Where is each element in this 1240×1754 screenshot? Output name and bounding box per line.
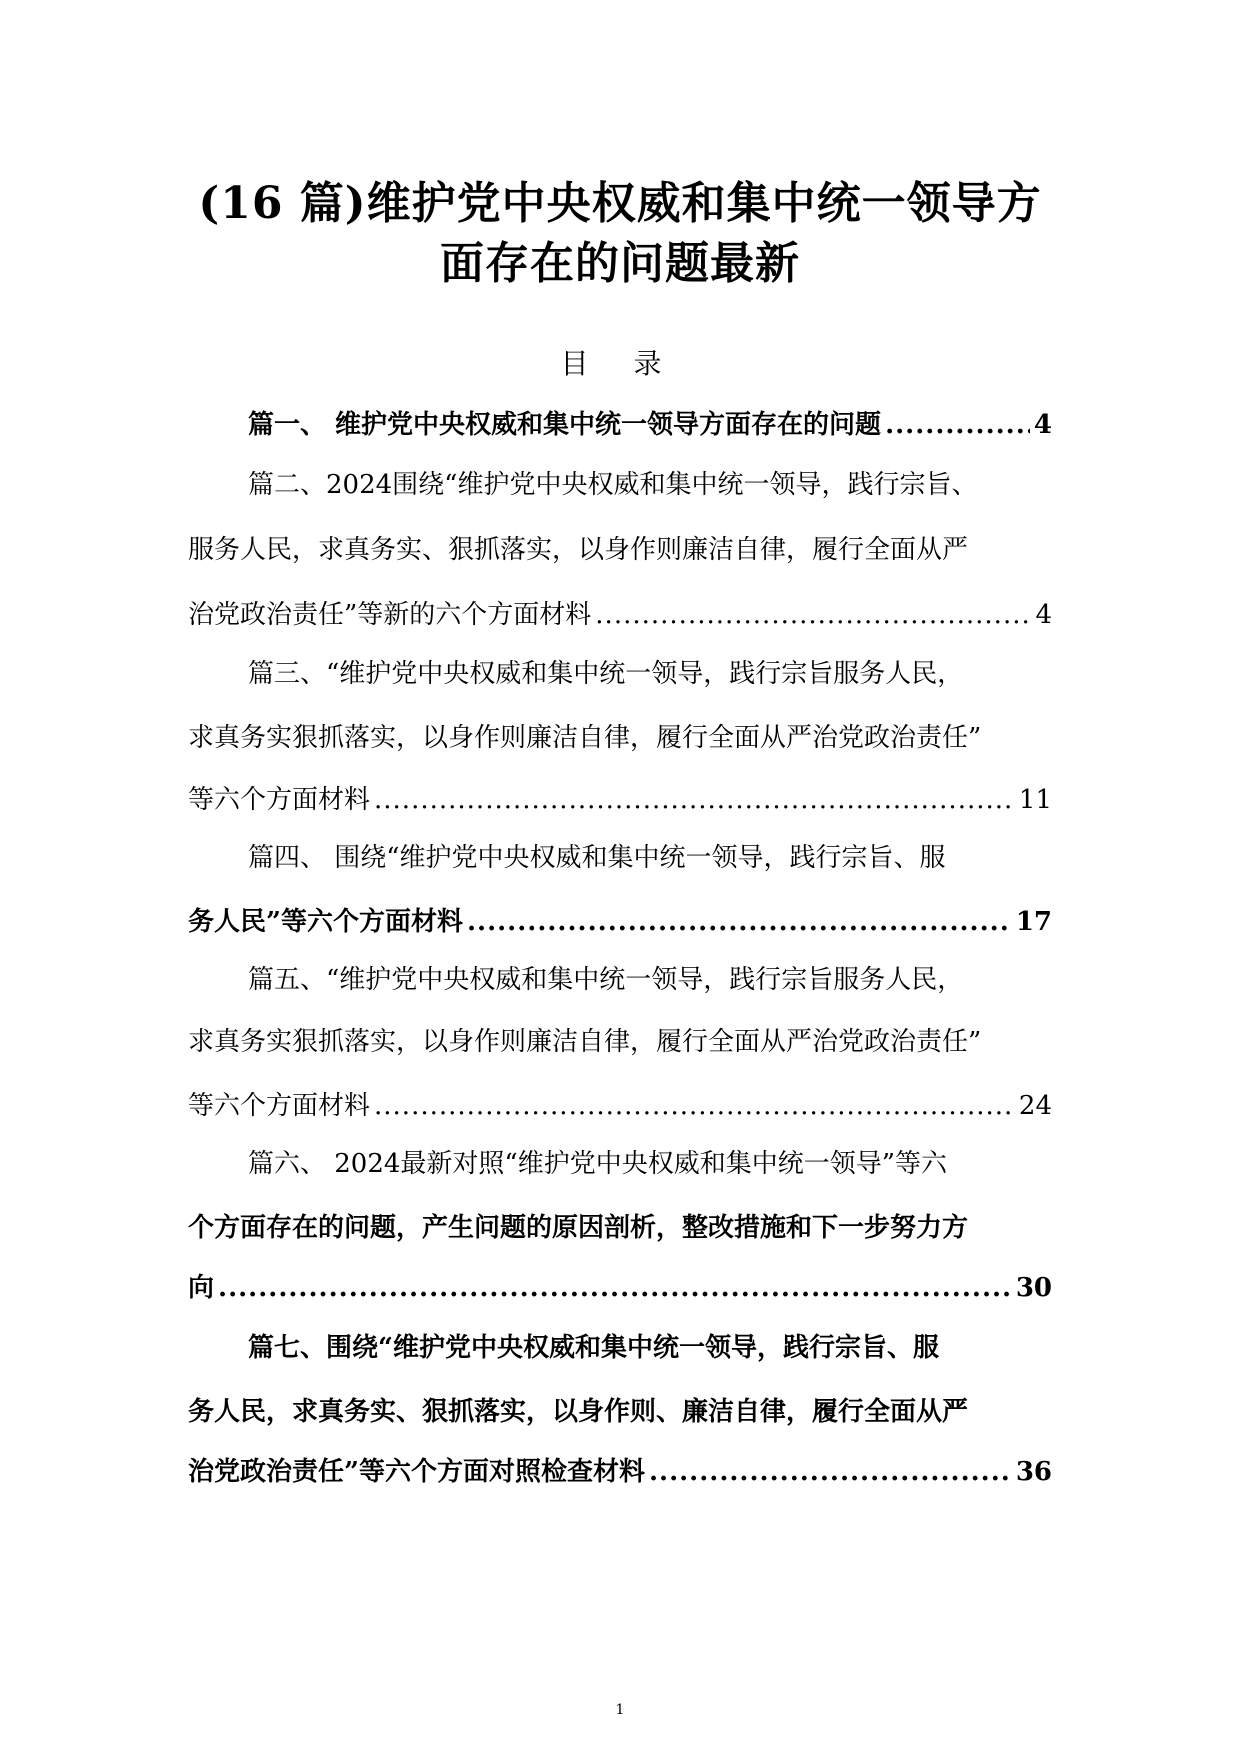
page-number: 1: [615, 1702, 625, 1718]
toc-entry-7-line-1[interactable]: 篇七、围绕“维护党中央权威和集中统一领导，践行宗旨、服: [248, 1333, 939, 1363]
toc-leader-dots: [885, 405, 1030, 445]
toc-entry-2-line-3[interactable]: [188, 595, 1052, 635]
toc-page-number: 36: [1015, 1457, 1052, 1487]
toc-entry-7-line-2[interactable]: 务人民，求真务实、狠抓落实，以身作则、廉洁自律，履行全面从严: [188, 1397, 969, 1427]
toc-entry-3-line-1[interactable]: 篇三、“维护党中央权威和集中统一领导，践行宗旨服务人民，: [248, 659, 964, 689]
toc-entry-text: 治党政治责任”等六个方面对照检查材料: [188, 1457, 645, 1487]
toc-entry-2-line-2[interactable]: 服务人民，求真务实、狠抓落实，以身作则廉洁自律，履行全面从严: [188, 535, 969, 565]
toc-entry-3-line-3[interactable]: [188, 780, 1052, 820]
document-title-line-2: 面存在的问题最新: [440, 238, 800, 289]
toc-leader-dots: [467, 902, 1012, 942]
toc-entry-text: 向: [188, 1273, 215, 1303]
toc-entry-3-line-2[interactable]: 求真务实狠抓落实，以身作则廉洁自律，履行全面从严治党政治责任”: [188, 723, 982, 753]
toc-leader-dots: [374, 1086, 1015, 1126]
toc-entry-text: 等六个方面材料: [188, 785, 371, 815]
toc-entry-text: 等六个方面材料: [188, 1091, 371, 1121]
toc-page-number: 4: [1033, 410, 1052, 440]
toc-entry-5-line-3[interactable]: [188, 1086, 1052, 1126]
toc-heading: 目 录: [560, 347, 680, 380]
toc-entry-5-line-2[interactable]: 求真务实狠抓落实，以身作则廉洁自律，履行全面从严治党政治责任”: [188, 1027, 982, 1057]
toc-entry-6-line-3[interactable]: [188, 1268, 1052, 1308]
toc-entry-5-line-1[interactable]: 篇五、“维护党中央权威和集中统一领导，践行宗旨服务人民，: [248, 965, 964, 995]
toc-entry-7-line-3[interactable]: [188, 1452, 1052, 1492]
toc-entry-4-line-2[interactable]: [188, 902, 1052, 942]
toc-leader-dots: [649, 1452, 1012, 1492]
document-title-line-1: (16 篇)维护党中央权威和集中统一领导方: [198, 178, 1042, 229]
toc-entry-1[interactable]: [188, 405, 1052, 445]
toc-leader-dots: [218, 1268, 1012, 1308]
toc-page-number: 4: [1035, 600, 1052, 630]
toc-leader-dots: [595, 595, 1031, 635]
toc-entry-text: 务人民”等六个方面材料: [188, 907, 463, 937]
toc-page-number: 24: [1018, 1091, 1052, 1121]
toc-entry-2-line-1[interactable]: 篇二、2024围绕“维护党中央权威和集中统一领导，践行宗旨、: [248, 470, 978, 500]
toc-entry-text: 治党政治责任”等新的六个方面材料: [188, 600, 592, 630]
toc-entry-text: 篇一、 维护党中央权威和集中统一领导方面存在的问题: [248, 410, 882, 440]
toc-page-number: 11: [1018, 785, 1052, 815]
toc-page-number: 30: [1015, 1273, 1052, 1303]
toc-page-number: 17: [1015, 907, 1052, 937]
toc-entry-6-line-1[interactable]: 篇六、 2024最新对照“维护党中央权威和集中统一领导”等六: [248, 1149, 948, 1179]
toc-leader-dots: [374, 780, 1015, 820]
toc-entry-6-line-2[interactable]: 个方面存在的问题，产生问题的原因剖析，整改措施和下一步努力方: [188, 1213, 969, 1243]
toc-entry-4-line-1[interactable]: 篇四、 围绕“维护党中央权威和集中统一领导，践行宗旨、服: [248, 843, 946, 873]
